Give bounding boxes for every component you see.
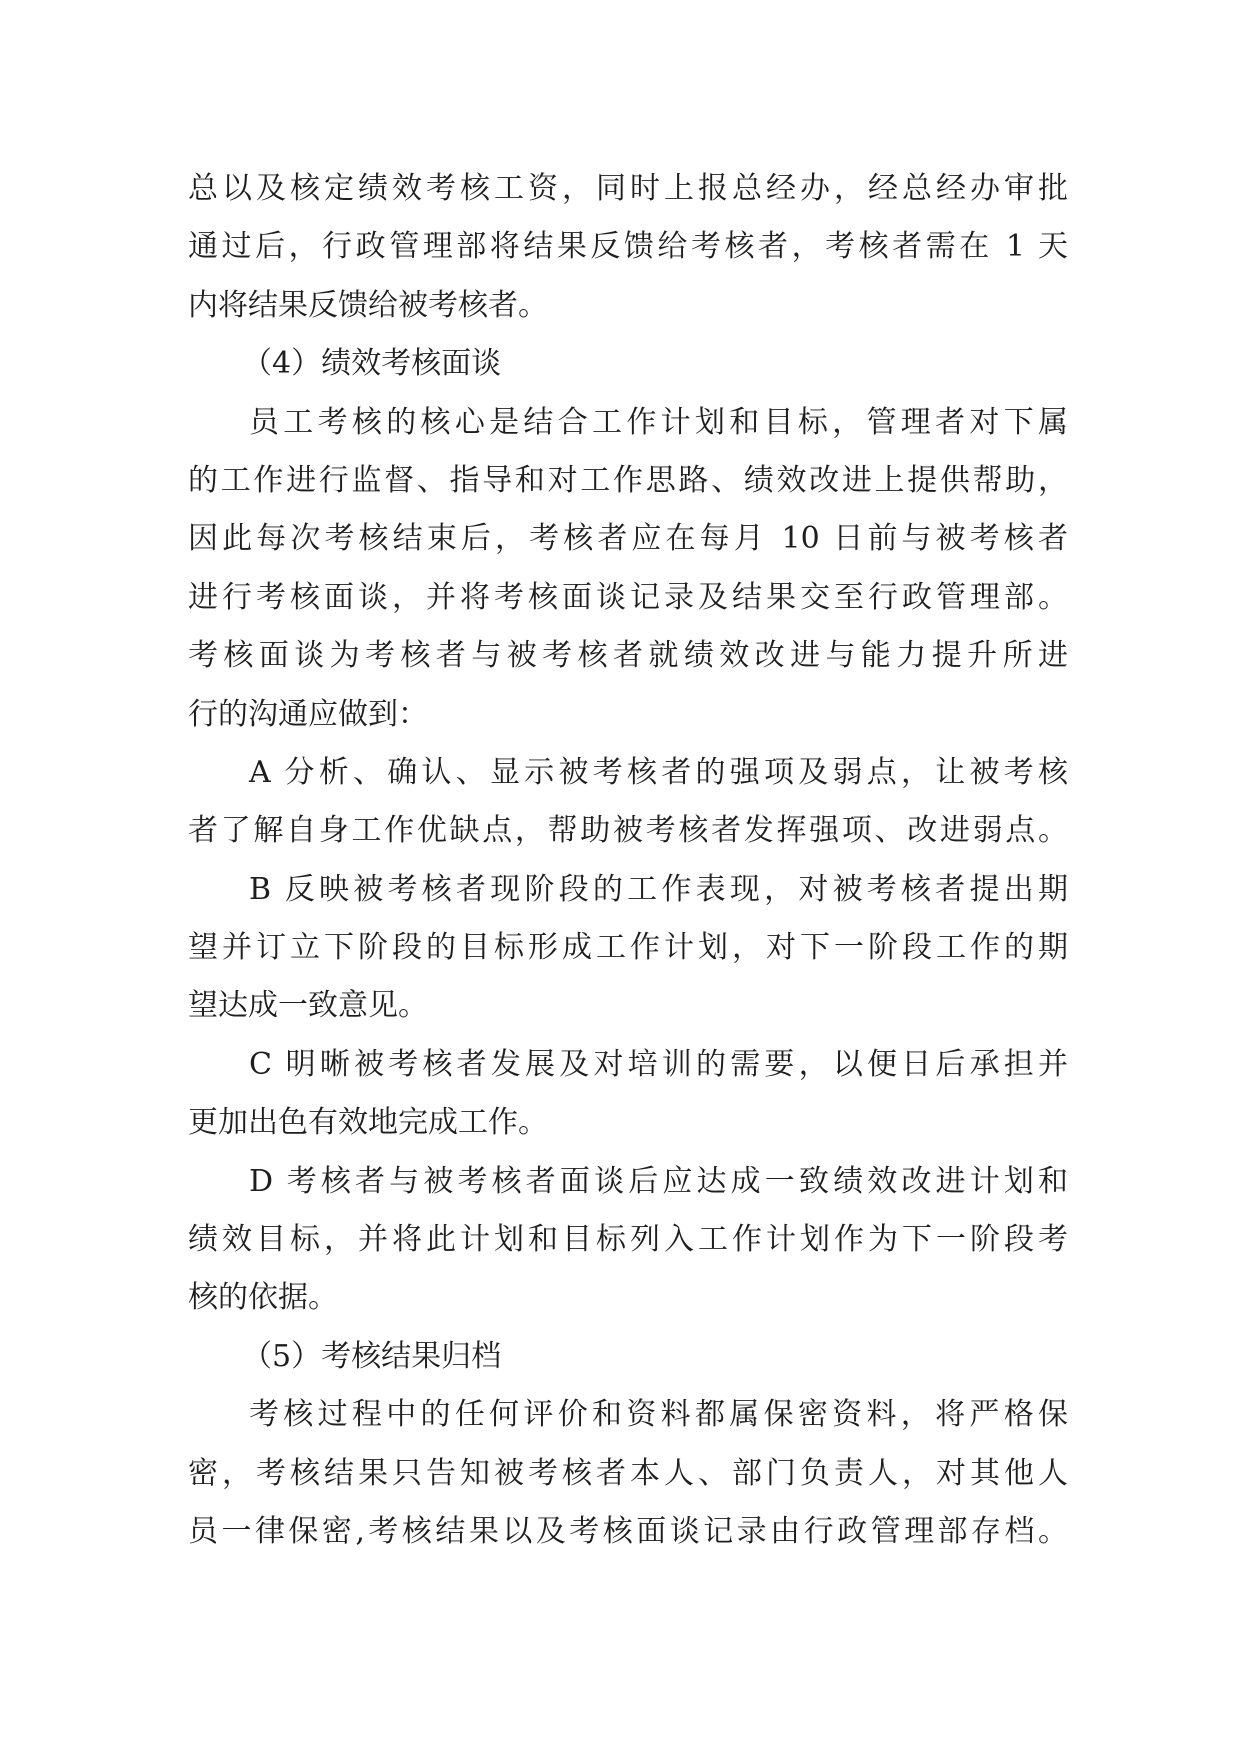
section-heading: （4）绩效考核面谈 <box>242 346 502 382</box>
list-item-line: A 分析、确认、显示被考核者的强项及弱点，让被考核 <box>249 754 1068 790</box>
list-item-line: 绩效目标，并将此计划和目标列入工作计划作为下一阶段考 <box>188 1222 1068 1258</box>
paragraph-line: 总以及核定绩效考核工资，同时上报总经办，经总经办审批 <box>188 171 1068 206</box>
list-item-line: 望达成一致意见。 <box>188 988 428 1024</box>
paragraph-line: 进行考核面谈，并将考核面谈记录及结果交至行政管理部。 <box>188 579 1068 615</box>
list-item-line: D 考核者与被考核者面谈后应达成一致绩效改进计划和 <box>249 1163 1068 1199</box>
list-item-line: C 明晰被考核者发展及对培训的需要，以便日后承担并 <box>249 1046 1068 1082</box>
paragraph-line: 行的沟通应做到： <box>188 696 428 732</box>
paragraph-line: 通过后，行政管理部将结果反馈给考核者，考核者需在 1 天 <box>188 229 1068 265</box>
paragraph-line: 员一律保密,考核结果以及考核面谈记录由行政管理部存档。 <box>188 1513 1068 1549</box>
list-item-line: 核的依据。 <box>188 1280 338 1316</box>
list-item-line: 望并订立下阶段的目标形成工作计划，对下一阶段工作的期 <box>188 930 1068 966</box>
paragraph-line: 的工作进行监督、指导和对工作思路、绩效改进上提供帮助， <box>188 462 1068 498</box>
list-item-line: 更加出色有效地完成工作。 <box>188 1105 548 1141</box>
paragraph-line: 考核面谈为考核者与被考核者就绩效改进与能力提升所进 <box>188 638 1068 674</box>
body-text <box>188 160 1068 1561</box>
section-heading: （5）考核结果归档 <box>242 1338 502 1374</box>
paragraph-line: 内将结果反馈给被考核者。 <box>188 287 548 323</box>
paragraph-line: 考核过程中的任何评价和资料都属保密资料，将严格保 <box>249 1397 1068 1433</box>
paragraph-line: 员工考核的核心是结合工作计划和目标，管理者对下属 <box>249 404 1068 440</box>
list-item-line: B 反映被考核者现阶段的工作表现，对被考核者提出期 <box>249 871 1068 907</box>
paragraph-line: 因此每次考核结束后，考核者应在每月 10 日前与被考核者 <box>188 521 1068 557</box>
paragraph-line: 密，考核结果只告知被考核者本人、部门负责人，对其他人 <box>188 1455 1068 1491</box>
list-item-line: 者了解自身工作优缺点，帮助被考核者发挥强项、改进弱点。 <box>188 813 1068 849</box>
